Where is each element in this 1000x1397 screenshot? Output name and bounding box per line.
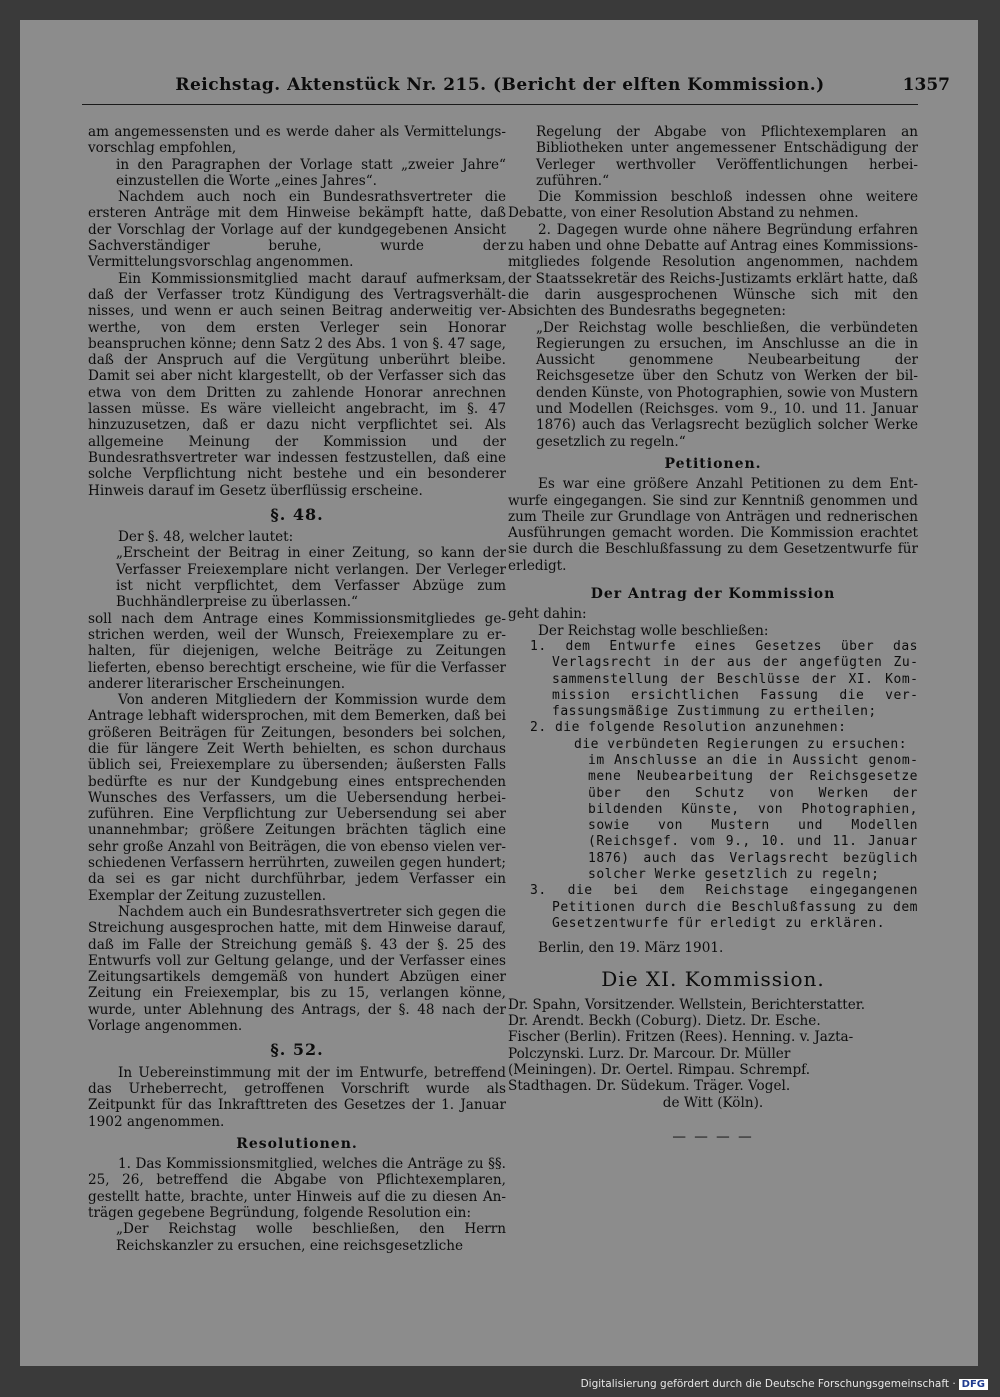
- paragraph: In Uebereinstimmung mit der im Entwurfe, betreffend das Urheberrecht, getroffenen Vorschrift wurde als Zeitpunkt für das Inkrafttreten des Gesetzes der 1. Januar 1902 angenommen.: [88, 1064, 506, 1130]
- list-item-sub: im Anschlusse an die in Aussicht genommene Neubearbeitung der Reichsgesetze über den Schutz von Werken der bildenden Künste, von Photographien, sowie von Mustern und Modellen (Reichsgef. vom 9., 10. und 11. Januar 1876) auch das Verlagsrecht bezüglich solcher Werke gesetzlich zu regeln;: [588, 752, 918, 883]
- paragraph: Nachdem auch ein Bundesrathsvertreter sich gegen die Streichung ausgesprochen hatte, mit dem Hinweise darauf, daß im Falle der Streichung gemäß §. 43 der §. 25 des Entwurfs voll zur Geltung gelange, und der Verfasser eines Zeitungsartikels demgemäß von hundert Abzügen einer Zeitung ein Freiexemplar, bis zu 15, verlangen könne, wurde, unter Ablehnung des Antrags, der §. 48 nach der Vorlage angenommen.: [88, 903, 506, 1035]
- signatory-line: (Meiningen). Dr. Oertel. Rimpau. Schrempf.: [508, 1062, 811, 1079]
- paragraph: 1. Das Kommissionsmitglied, welches die Anträge zu §§. 25, 26, betreffend die Abgabe von Pflichtexemplaren, gestellt hatte, brachte, unter Hinweis auf die zu diesen Anträgen gegebene Begründung, folgende Resolution ein:: [88, 1156, 506, 1221]
- heading-antrag: Der Antrag der Kommission: [590, 586, 836, 603]
- signatory-line: Dr. Spahn, Vorsitzender. Wellstein, Berichterstatter.: [508, 996, 866, 1013]
- paragraph: Der §. 48, welcher lautet:: [118, 529, 294, 546]
- footer-text: Digitalisierung gefördert durch die Deutsche Forschungsgemeinschaft ·: [580, 1378, 956, 1390]
- heading-petitionen: Petitionen.: [664, 455, 762, 472]
- footer: [581, 1378, 988, 1390]
- paragraph: geht dahin:: [508, 606, 587, 623]
- running-head: [50, 77, 950, 101]
- dfg-logo-icon: DFG: [959, 1379, 988, 1390]
- paragraph: Ein Kommissionsmitglied macht darauf aufmerksam, daß der Verfasser trotz Kündigung des Vertragsverhältnisses, und wenn er auch seinen Beitrag anderweitig verwerthe, von dem ersten Verleger sein Honorar beanspruchen könne; denn Satz 2 des Abs. 1 von §. 47 sage, daß der Anspruch auf die Vergütung unberührt bleibe. Damit sei aber nicht klargestellt, ob der Verfasser sich das etwa von dem Dritten zu zahlende Honorar anrechnen lassen müsse. Es wäre vielleicht angebracht, im §. 47 hinzuzusetzen, daß er dazu nicht verpflichtet sei. Als allgemeine Meinung der Kommission und der Bundesrathsvertreter war indessen festzustellen, daß eine solche Verpflichtung nicht bestehe und ein besonderer Hinweis darauf im Gesetz überflüssig erscheine.: [88, 270, 506, 499]
- list-item: 3. die bei dem Reichstage eingegangenen Petitionen durch die Beschlußfassung zu dem Gesetzentwurfe für erledigt zu erklären.: [530, 883, 918, 931]
- commission-title: Die XI. Kommission.: [601, 966, 825, 991]
- paragraph: Die Kommission beschloß indessen ohne weitere Debatte, von einer Resolution Abstand zu nehmen.: [508, 189, 918, 222]
- signatory-line: Dr. Arendt. Beckh (Coburg). Dietz. Dr. Esche.: [508, 1013, 821, 1030]
- page-number: 1357: [902, 75, 950, 95]
- paragraph: am angemessensten und es werde daher als Vermittelungsvorschlag empfohlen,: [88, 124, 506, 157]
- list-item-sub: die verbündeten Regierungen zu ersuchen:: [574, 736, 908, 752]
- section-heading-48: §. 48.: [270, 504, 324, 524]
- signatories: [508, 997, 918, 1111]
- quote: „Der Reichstag wolle beschließen, die verbündeten Regierungen zu ersuchen, im Anschlusse an die in Aussicht genommene Neubearbeitung der Reichsgesetze über den Schutz von Werken der bildenden Künste, von Photographien, sowie von Mustern und Modellen (Reichsges. vom 9., 10. und 11. Januar 1876) auch das Verlagsrecht bezüglich solcher Werke gesetzlich zu regeln.“: [536, 319, 918, 450]
- paragraph: 2. Dagegen wurde ohne nähere Begründung erfahren zu haben und ohne Debatte auf Antrag eines Kommissionsmitgliedes folgende Resolution angenommen, nachdem der Staatssekretär des Reichs-Justizamts erklärt hatte, daß die darin ausgesprochenen Wünsche sich mit den Absichten des Bundesraths begegneten:: [508, 221, 918, 320]
- section-heading-52: §. 52.: [270, 1040, 324, 1060]
- paragraph: Es war eine größere Anzahl Petitionen zu dem Entwurfe eingegangen. Sie sind zur Kenntniß genommen und zum Theile zur Grundlage von Anträgen und rednerischen Ausführungen gemacht worden. Die Kommission erachtet sie durch die Beschlußfassung zu dem Gesetzentwurfe für erledigt.: [508, 476, 918, 574]
- list-item: 2. die folgende Resolution anzunehmen:: [530, 720, 847, 736]
- document-page: [20, 20, 978, 1366]
- quote: „Erscheint der Beitrag in einer Zeitung, so kann der Verfasser Freiexemplare nicht verlangen. Der Verleger ist nicht verpflichtet, dem Verfasser Abzüge zum Buchhändlerpreise zu überlassen.“: [116, 545, 506, 611]
- closing-rule: — — — —: [672, 1128, 754, 1145]
- head-rule: [82, 104, 918, 105]
- quote: „Der Reichstag wolle beschließen, den Herrn Reichskanzler zu ersuchen, eine reichsgesetzliche: [116, 1221, 506, 1254]
- running-head-title: Reichstag. Aktenstück Nr. 215. (Bericht der elften Kommission.): [175, 75, 825, 95]
- right-column: [508, 124, 918, 1145]
- left-column: [88, 124, 506, 1254]
- paragraph: Nachdem auch noch ein Bundesrathsvertreter die ersteren Anträge mit dem Hinweise bekämpft hatte, daß der Vorschlag der Vorlage auf der kundgegebenen Ansicht Sachverständiger beruhe, wurde der Vermittelungsvorschlag angenommen.: [88, 189, 506, 271]
- paragraph: soll nach dem Antrage eines Kommissionsmitgliedes gestrichen werden, weil der Wunsch, Freiexemplare zu erhalten, für diejenigen, welche Beiträge zu Zeitungen lieferten, ebenso berechtigt erscheine, wie für die Verfasser anderer literarischer Erscheinungen.: [88, 610, 506, 692]
- heading-resolutionen: Resolutionen.: [236, 1135, 358, 1152]
- paragraph: Von anderen Mitgliedern der Kommission wurde dem Antrage lebhaft widersprochen, mit dem Bemerken, daß bei größeren Beiträgen für Zeitungen, besonders bei solchen, die für längere Zeit Werth behielten, es schon durchaus üblich sei, Freiexemplare zu übersenden; äußersten Falls bedürfte es nur der Kundgebung eines entsprechenden Wunsches des Verfassers, um die Uebersendung herbeizuführen. Eine Verpflichtung zur Uebersendung sei aber unannehmbar; größere Zeitungen brächten täglich eine sehr große Anzahl von Beiträgen, die von ebenso vielen verschiedenen Verfassern herrührten, zuweilen gegen hundert; da sei es gar nicht durchführbar, jedem Verfasser ein Exemplar der Zeitung zuzustellen.: [88, 692, 506, 904]
- signatory-line: Polczynski. Lurz. Dr. Marcour. Dr. Müller: [508, 1045, 791, 1062]
- quote-continued: Regelung der Abgabe von Pflichtexemplaren an Bibliotheken unter angemessener Entschädigung der Verleger werthvoller Veröffentlichungen herbeizuführen.“: [536, 124, 918, 189]
- date-line: Berlin, den 19. März 1901.: [538, 940, 724, 957]
- quote: in den Paragraphen der Vorlage statt „zweier Jahre“ einzustellen die Worte „eines Jahres“.: [116, 156, 506, 189]
- signatory-line: de Witt (Köln).: [662, 1094, 764, 1111]
- paragraph: Der Reichstag wolle beschließen:: [538, 622, 769, 639]
- signatory-line: Fischer (Berlin). Fritzen (Rees). Henning. v. Jazta-: [508, 1029, 854, 1046]
- list-item: 1. dem Entwurfe eines Gesetzes über das Verlagsrecht in der aus der angefügten Zusammenstellung der Beschlüsse der XI. Kommission ersichtlichen Fassung die verfassungsmäßige Zustimmung zu ertheilen;: [530, 638, 918, 720]
- signatory-line: Stadthagen. Dr. Südekum. Träger. Vogel.: [508, 1078, 791, 1095]
